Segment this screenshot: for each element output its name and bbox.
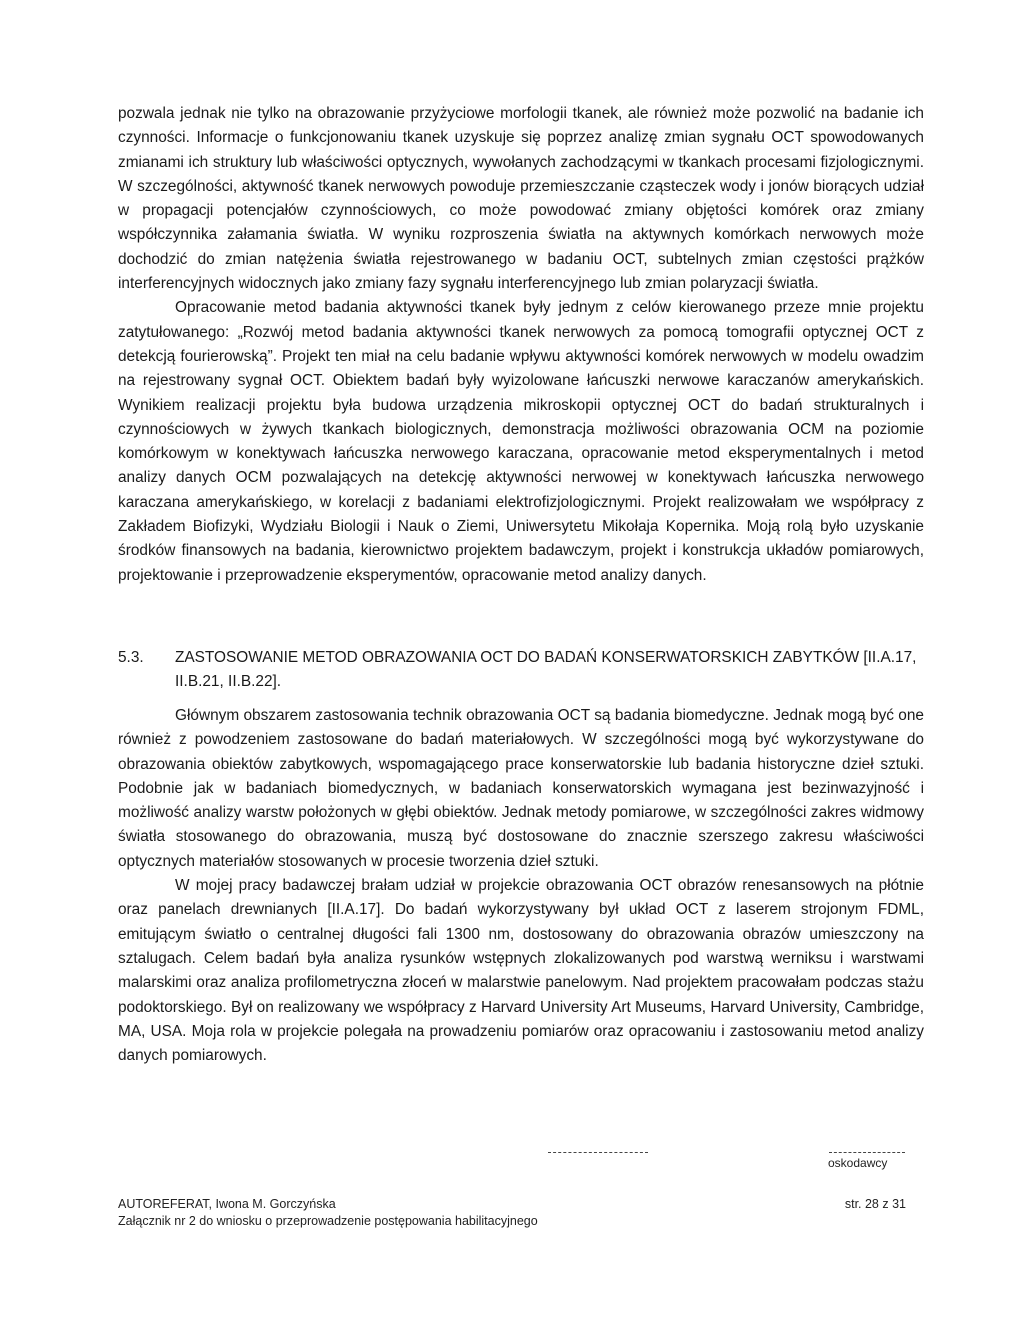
body-text-bottom [118,704,924,1068]
page-number: str. 28 z 31 [844,1197,906,1211]
section-number: 5.3. [118,649,144,666]
paragraph: W mojej pracy badawczej brałam udział w projekcie obrazowania OCT obrazów renesansowych na płótnie oraz panelach drewnianych [II.A.17]. Do badań wykorzystywany był układ OCT z laserem strojonym FDML, emitującym światło o centralnej długości fali 1300 nm, dostosowany do obrazowania obrazów umieszczony na sztalugach. Celem badań była analiza rysunków wstępnych zlokalizowanych pod warstwą werniksu i warstwami malarskimi oraz analiza profilometryczna złoceń w malarstwie panelowym. Nad projektem pracowałam podczas stażu podoktorskiego. Był on realizowany we współpracy z Harvard University Art Museums, Harvard University, Cambridge, MA, USA. Moja rola w projekcie polegała na prowadzeniu pomiarów oraz opracowaniu i zastosowaniu metod analizy danych pomiarowych. [118,877,924,1065]
signature-line-date [548,1152,648,1153]
paragraph: Głównym obszarem zastosowania technik obrazowania OCT są badania biomedyczne. Jednak mogą być one również z powodzeniem zastosowane do badań materiałowych. W szczególności mogą być wykorzystywane do obrazowania obiektów zabytkowych, wspomagającego prace konserwatorskie lub badania historyczne dzieł sztuki. Podobnie jak w badaniach biomedycznych, w badaniach konserwatorskich wymagana jest bezinwazyjność i możliwość analizy warstw położonych w głębi obiektów. Jednak metody pomiarowe, w szczególności zakres widmowy światła stosowanego do obrazowania, muszą być dostosowane do znacznie szerszego zakresu właściwości optycznych materiałów stosowanych w procesie tworzenia dzieł sztuki. [118,707,924,870]
footer-author: AUTOREFERAT, Iwona M. Gorczyńska [118,1197,336,1211]
section-title: ZASTOSOWANIE METOD OBRAZOWANIA OCT DO BADAŃ KONSERWATORSKICH ZABYTKÓW [II.A.17, II.B.21, II.B.22]. [175,649,917,691]
signature-caption: oskodawcy [828,1156,888,1170]
body-text-top [118,102,924,588]
paragraph: pozwala jednak nie tylko na obrazowanie przyżyciowe morfologii tkanek, ale również może pozwolić na badanie ich czynności. Informacje o funkcjonowaniu tkanek uzyskuje się poprzez analizę zmian sygnału OCT spowodowanych zmianami ich struktury lub właściwości optycznych, wywołanych zachodzącymi w tkankach procesami fizjologicznymi. W szczególności, aktywność tkanek nerwowych powoduje przemieszczanie cząsteczek wody i jonów biorących udział w propagacji potencjałów czynnościowych, co może powodować zmiany objętości komórek oraz zmiany współczynnika załamania światła. W wyniku rozproszenia światła na aktywnych komórkach nerwowych może dochodzić do zmian natężenia światła rejestrowanego w badaniu OCT, subtelnych zmian częstości prążków interferencyjnych widocznych jako zmiany fazy sygnału interferencyjnego lub zmian polaryzacji światła. [118,105,924,293]
signature-line-applicant [829,1152,905,1153]
paragraph: Opracowanie metod badania aktywności tkanek były jednym z celów kierowanego przeze mnie projektu zatytułowanego: „Rozwój metod badania aktywności tkanek nerwowych za pomocą tomografii optycznej OCT z detekcją fourierowską”. Projekt ten miał na celu badanie wpływu aktywności komórek nerwowych w modelu owadzim na rejestrowany sygnał OCT. Obiektem badań były wyizolowane łańcuszki nerwowe karaczanów amerykańskich. Wynikiem realizacji projektu była budowa urządzenia mikroskopii optycznej OCT do badań strukturalnych i czynnościowych w żywych tkankach biologicznych, demonstracja możliwości obrazowania OCM na poziomie komórkowym w konektywach łańcuszka nerwowego karaczana, opracowanie metod eksperymentalnych i metod analizy danych OCM pozwalających na detekcję aktywności nerwowej w konektywach łańcuszka nerwowego karaczana amerykańskiego, w korelacji z badaniami elektrofizjologicznymi. Projekt realizowałam we współpracy z Zakładem Biofizyki, Wydziału Biologii i Nauk o Ziemi, Uniwersytetu Mikołaja Kopernika. Moją rolą było uzyskanie środków finansowych na badania, kierownictwo projektem badawczym, projekt i konstrukcja układów pomiarowych, projektowanie i przeprowadzenie eksperymentów, opracowanie metod analizy danych. [118,299,924,584]
footer-attachment: Załącznik nr 2 do wniosku o przeprowadzenie postępowania habilitacyjnego [118,1214,538,1228]
